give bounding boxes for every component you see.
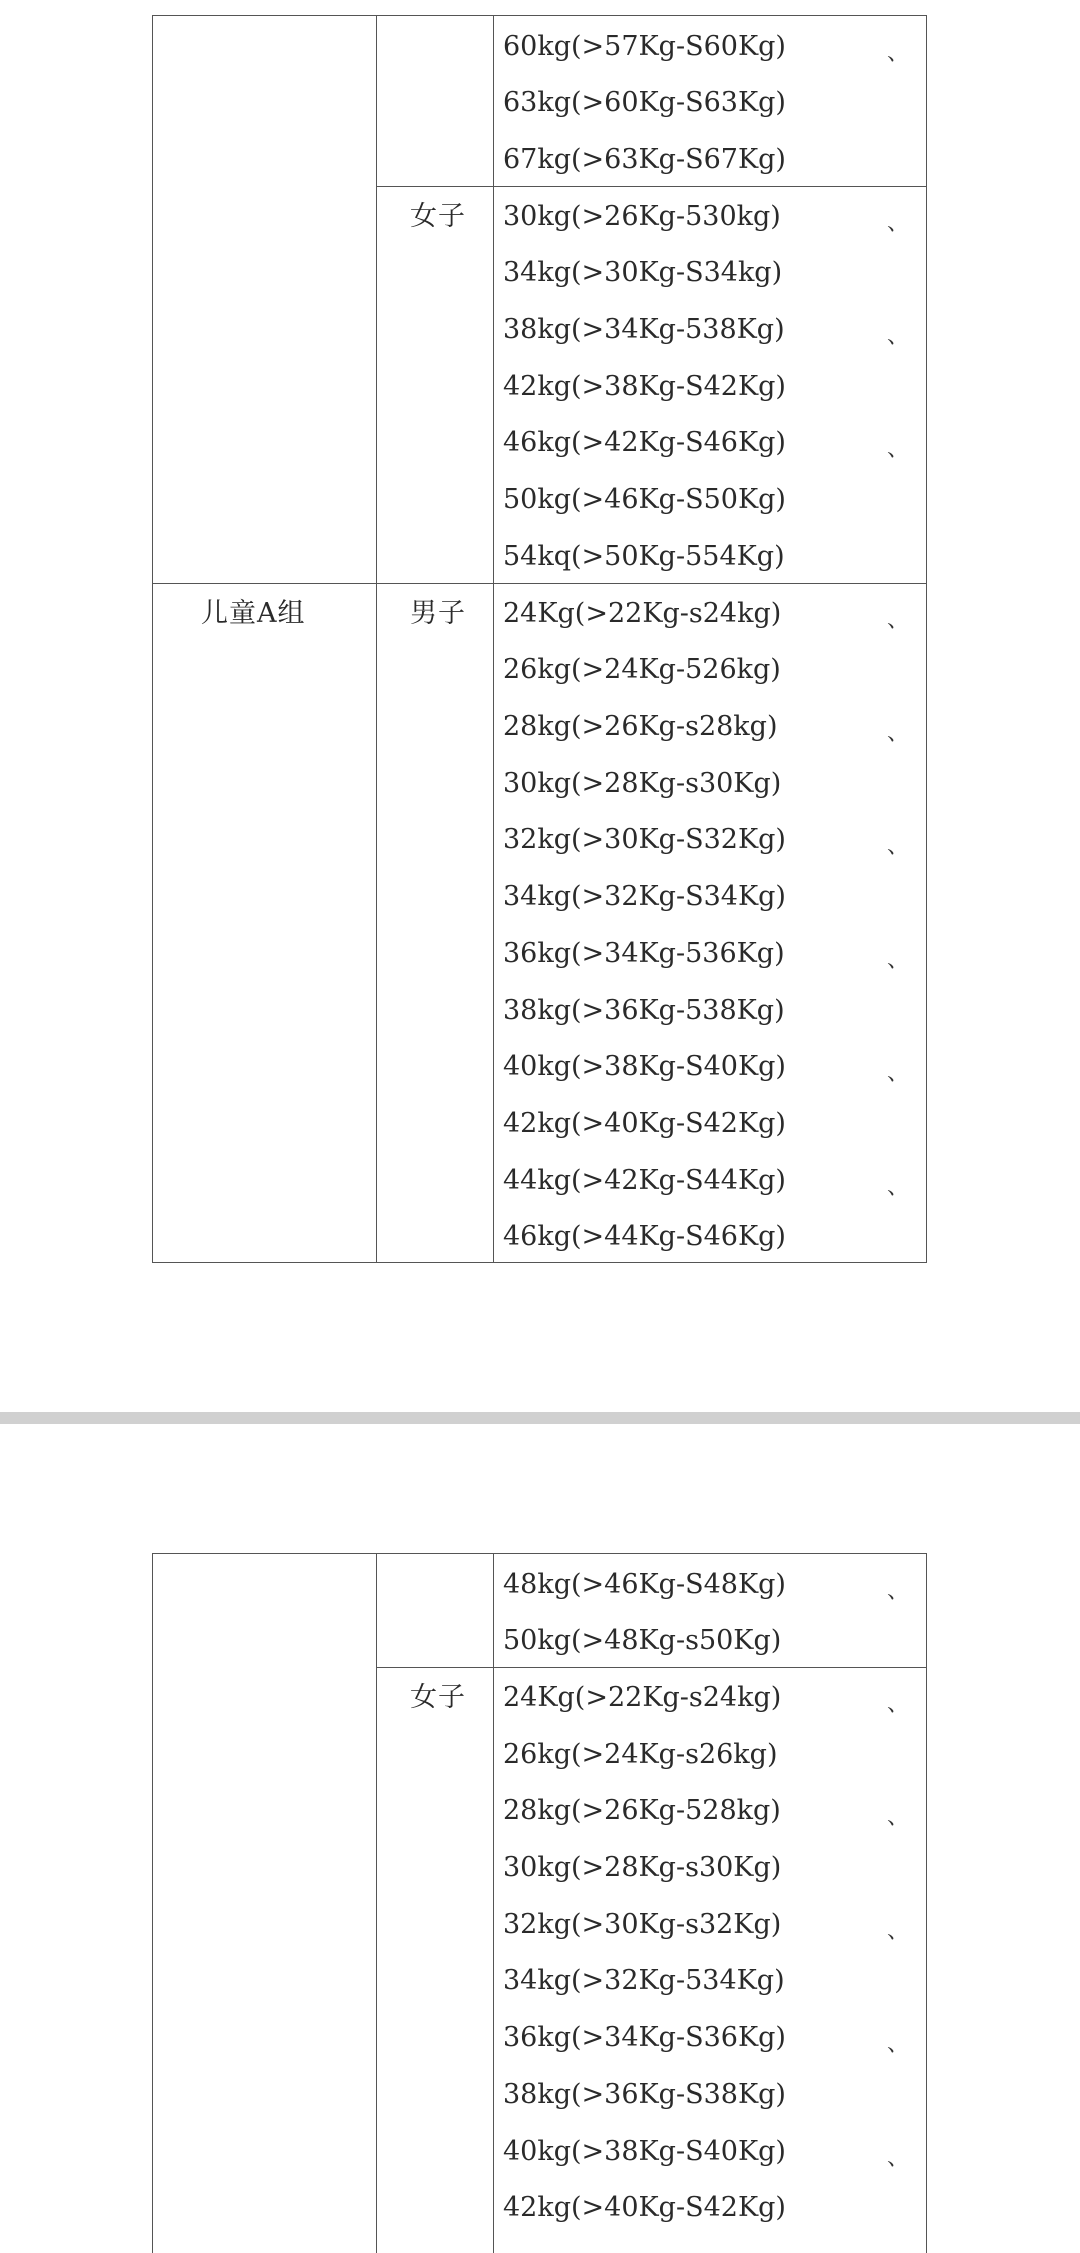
column-divider-2 xyxy=(493,1554,494,2253)
weight-class-table-2 xyxy=(152,1553,927,2253)
weight-class-row: 44kg(>42Kg-S44Kg) xyxy=(503,1165,786,1196)
weight-class-row: 36kg(>34Kg-536Kg) xyxy=(503,938,785,969)
column-divider-1 xyxy=(376,16,377,1262)
enumeration-mark: 、 xyxy=(887,1692,910,1717)
row-divider xyxy=(376,1667,926,1668)
weight-class-row: 40kg(>38Kg-S40Kg) xyxy=(503,2136,786,2167)
enumeration-mark: 、 xyxy=(887,1919,910,1944)
enumeration-mark: 、 xyxy=(887,721,910,746)
weight-class-row: 63kg(>60Kg-S63Kg) xyxy=(503,87,786,118)
weight-class-row: 46kg(>42Kg-S46Kg) xyxy=(503,427,786,458)
weight-class-row: 42kg(>40Kg-S42Kg) xyxy=(503,1108,786,1139)
weight-class-row: 32kg(>30Kg-s32Kg) xyxy=(503,1909,782,1940)
weight-class-row: 28kg(>26Kg-528kg) xyxy=(503,1795,781,1826)
enumeration-mark: 、 xyxy=(887,41,910,66)
weight-class-row: 24Kg(>22Kg-s24kg) xyxy=(503,598,782,629)
weight-class-row: 36kg(>34Kg-S36Kg) xyxy=(503,2022,786,2053)
weight-class-row: 30kg(>28Kg-s30Kg) xyxy=(503,1852,782,1883)
enumeration-mark: 、 xyxy=(887,608,910,633)
weight-class-row: 28kg(>26Kg-s28kg) xyxy=(503,711,778,742)
weight-class-row: 24Kg(>22Kg-s24kg) xyxy=(503,1682,782,1713)
row-divider xyxy=(376,186,926,187)
weight-class-row: 67kg(>63Kg-S67Kg) xyxy=(503,144,786,175)
enumeration-mark: 、 xyxy=(887,1061,910,1086)
weight-class-row: 38kg(>34Kg-538Kg) xyxy=(503,314,785,345)
enumeration-mark: 、 xyxy=(887,834,910,859)
enumeration-mark: 、 xyxy=(887,948,910,973)
weight-class-row: 32kg(>30Kg-S32Kg) xyxy=(503,824,786,855)
row-divider xyxy=(153,583,926,584)
weight-class-row: 48kg(>46Kg-S48Kg) xyxy=(503,1569,786,1600)
weight-class-row: 40kg(>38Kg-S40Kg) xyxy=(503,1051,786,1082)
gender-label-male: 男子 xyxy=(410,598,466,629)
enumeration-mark: 、 xyxy=(887,2146,910,2171)
weight-class-row: 60kg(>57Kg-S60Kg) xyxy=(503,31,786,62)
weight-class-row: 30kg(>26Kg-530kg) xyxy=(503,201,781,232)
group-label: 儿童A组 xyxy=(201,598,306,629)
weight-class-row: 54kq(>50Kg-554Kg) xyxy=(503,541,785,572)
enumeration-mark: 、 xyxy=(887,211,910,236)
enumeration-mark: 、 xyxy=(887,1579,910,1604)
weight-class-row: 42kg(>38Kg-S42Kg) xyxy=(503,371,786,402)
weight-class-row: 34kg(>30Kg-S34kg) xyxy=(503,257,783,288)
weight-class-row: 50kg(>48Kg-s50Kg) xyxy=(503,1625,782,1656)
weight-class-row: 42kg(>40Kg-S42Kg) xyxy=(503,2192,786,2223)
enumeration-mark: 、 xyxy=(887,1805,910,1830)
enumeration-mark: 、 xyxy=(887,2032,910,2057)
gender-label-female: 女子 xyxy=(410,201,466,232)
weight-class-row: 50kg(>46Kg-S50Kg) xyxy=(503,484,786,515)
enumeration-mark: 、 xyxy=(887,1175,910,1200)
page-separator xyxy=(0,1412,1080,1424)
column-divider-2 xyxy=(493,16,494,1262)
column-divider-1 xyxy=(376,1554,377,2253)
weight-class-row: 38kg(>36Kg-S38Kg) xyxy=(503,2079,786,2110)
weight-class-table-1 xyxy=(152,15,927,1263)
enumeration-mark: 、 xyxy=(887,324,910,349)
gender-label-female: 女子 xyxy=(410,1682,466,1713)
weight-class-row: 30kg(>28Kg-s30Kg) xyxy=(503,768,782,799)
weight-class-row: 34kg(>32Kg-534Kg) xyxy=(503,1965,785,1996)
weight-class-row: 26kg(>24Kg-526kg) xyxy=(503,654,781,685)
weight-class-row: 34kg(>32Kg-S34Kg) xyxy=(503,881,786,912)
weight-class-row: 46kg(>44Kg-S46Kg) xyxy=(503,1221,786,1252)
weight-class-row: 38kg(>36Kg-538Kg) xyxy=(503,995,785,1026)
weight-class-row: 26kg(>24Kg-s26kg) xyxy=(503,1739,778,1770)
enumeration-mark: 、 xyxy=(887,437,910,462)
